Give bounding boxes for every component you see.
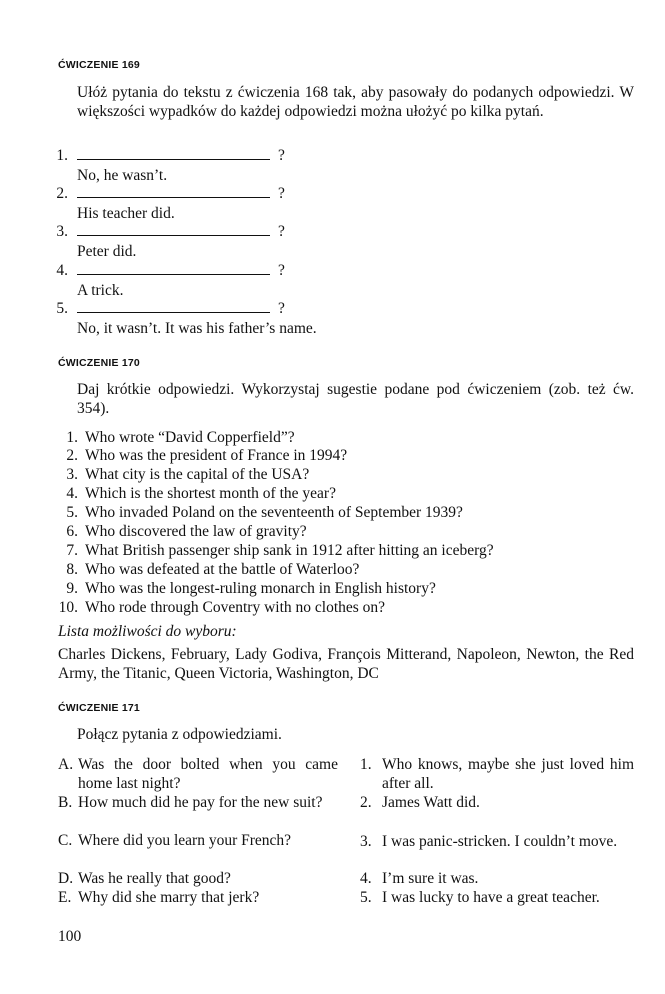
textbook-page: ĆWICZENIE 169 Ułóż pytania do tekstu z ćwiczenia 168 tak, aby pasowały do podanych odpowiedzi. W większości wypadków do każdej odpowiedzi można ułożyć po kilka pytań. 1. ? No, he wasn’t. 2. ? His teacher did. 3. ? Peter did. 4. ? A trick. 5. ? No, it wasn’t. It was his father’s name. ĆWICZENIE 170 Daj krótkie odpowiedzi. Wykorzystaj sugestie podane pod ćwiczeniem (zob. też ćw. 354). 1. Who wrote “David Copperfield”? 2. Who was the president of France in 1994? 3. What city is the capital of the USA? 4. Which is the shortest month of the year? 5. Who invaded Poland on the seventeenth of September 1939? 6. Who discovered the law of gravity? 7. What British passenger ship sank in 1912 after hitting an iceberg? 8. Who was defeated at the battle of Waterloo? 9. Who was the longest-ruling monarch in English history? 10. Who rode through Coventry with no clothes on? Lista możliwości do wyboru: Charles Dickens, February, Lady Godiva, François Mitterand, Napoleon, Newton, the Red Army, the Titanic, Queen Victoria, Washington, DC ĆWICZENIE 171 Połącz pytania z odpowiedziami. A. Was the door bolted when you came home last night? B. How much did he pay for the new suit? C. Where did you learn your French? D. Was he really that good? E. Why did she marry that jerk? 1. Who knows, maybe she just loved him after all. 2. James Watt did. 3. I was panic-stricken. I couldn’t move. 4. I’m sure it was. 5. I was lucky to have a great teacher. 100 bbox=[0, 0, 665, 994]
question-text: What British passenger ship sank in 1912 after hitting an iceberg? bbox=[85, 542, 494, 559]
question-text: Who was the president of France in 1994? bbox=[85, 447, 348, 464]
question-text: What city is the capital of the USA? bbox=[85, 466, 310, 483]
page-number: 100 bbox=[58, 928, 82, 945]
question-number: 5. bbox=[66, 504, 78, 521]
options-label: Lista możliwości do wyboru: bbox=[58, 623, 237, 640]
answer-blank[interactable]: ? bbox=[77, 146, 285, 165]
item-number: 5. bbox=[56, 300, 68, 317]
item-number: 4. bbox=[56, 262, 68, 279]
given-answer: A trick. bbox=[77, 282, 124, 299]
given-answer: Peter did. bbox=[77, 243, 137, 260]
question-text: Who discovered the law of gravity? bbox=[85, 523, 307, 540]
given-answer: His teacher did. bbox=[77, 205, 175, 222]
options-list: Charles Dickens, February, Lady Godiva, François Mitterand, Napoleon, Newton, the Red Army, the Titanic, Queen Victoria, Washington, DC bbox=[58, 646, 634, 682]
question-text: Which is the shortest month of the year? bbox=[85, 485, 336, 502]
question-number: 6. bbox=[66, 523, 78, 540]
exercise-171-heading: ĆWICZENIE 171 bbox=[58, 702, 140, 714]
question-text: Who was defeated at the battle of Waterloo? bbox=[85, 561, 360, 578]
given-answer: No, it wasn’t. It was his father’s name. bbox=[77, 320, 317, 337]
exercise-170-heading: ĆWICZENIE 170 bbox=[58, 357, 140, 369]
answer-blank[interactable]: ? bbox=[77, 299, 285, 318]
question-text: Who invaded Poland on the seventeenth of September 1939? bbox=[85, 504, 463, 521]
answer-blank[interactable]: ? bbox=[77, 222, 285, 241]
question-text: Who was the longest-ruling monarch in English history? bbox=[85, 580, 436, 597]
given-answer: No, he wasn’t. bbox=[77, 167, 168, 184]
question-number: 2. bbox=[66, 447, 78, 464]
item-number: 1. bbox=[56, 147, 68, 164]
exercise-171-instruction: Połącz pytania z odpowiedziami. bbox=[77, 726, 282, 743]
answer-blank[interactable]: ? bbox=[77, 261, 285, 280]
question-number: 1. bbox=[66, 429, 78, 446]
item-number: 2. bbox=[56, 185, 68, 202]
question-number: 4. bbox=[66, 485, 78, 502]
question-number: 10. bbox=[58, 599, 78, 616]
exercise-170-instruction: Daj krótkie odpowiedzi. Wykorzystaj sugestie podane pod ćwiczeniem (zob. też ćw. 354). bbox=[77, 381, 634, 417]
question-number: 8. bbox=[66, 561, 78, 578]
question-number: 7. bbox=[66, 542, 78, 559]
question-text: Who wrote “David Copperfield”? bbox=[85, 429, 295, 446]
answer-blank[interactable]: ? bbox=[77, 184, 285, 203]
question-text: Who rode through Coventry with no clothes on? bbox=[85, 599, 386, 616]
exercise-169-heading: ĆWICZENIE 169 bbox=[58, 59, 140, 71]
question-number: 3. bbox=[66, 466, 78, 483]
question-number: 9. bbox=[66, 580, 78, 597]
item-number: 3. bbox=[56, 223, 68, 240]
exercise-169-instruction: Ułóż pytania do tekstu z ćwiczenia 168 tak, aby pasowały do podanych odpowiedzi. W większości wypadków do każdej odpowiedzi można ułożyć po kilka pytań. bbox=[77, 84, 634, 120]
